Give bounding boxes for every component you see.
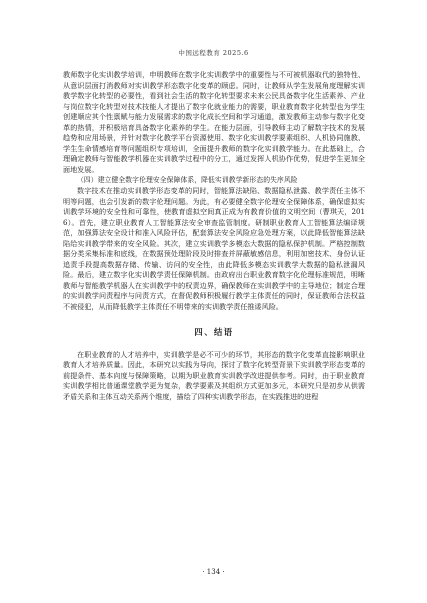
body-column	[63, 70, 365, 402]
running-header: 中国远程教育 2025.6	[178, 49, 249, 57]
subsection-heading-ethics: （四）建立健全数字伦理安全保障体系，降低实训教学新形态的失序风险	[77, 176, 298, 185]
section-title-conclusion: 四、结语	[194, 326, 234, 337]
paragraph-teacher-training: 教师数字化实训教学培训，申明教师在数字化实训教学中的重要性与不可被机器取代的独特性、从意识层面打消教师对实训教学形态数字化变革的顾虑。同时，让教师从学生发展角度理解实训教学数字化转型的必要性，看到社会生活的数字化转型要求未来公民具备数字化生活素养、产业与岗位数字化转型对技术技能人才提出了数字化就业能力的需要，职业教育数字化转型也为学生创建顺应其个性禀赋与能力发展需求的数字化成长空间和学习通道，激发教师主动参与数字化变革的热情，并积极培育具备数字化素养的学生。在能力层面，引导教师主动了解数字技术的发展趋势和应用场景，并针对数字化教学平台资源使用、数字化实训教学要素组织、人机协同施教、学生生命情感培育等问题组织专项培训，全面提升教师的数字化实训教学能力。在此基础上，合理确定教师与智能教学机器在实训教学过程中的分工，通过发挥人机协作优势，促进学生更加全面地发展。	[63, 70, 365, 174]
paragraph-conclusion: 在职业教育的人才培养中，实训教学是必不可少的环节，其形态的数字化变革直接影响职业教育人才培养质量。因此，本研究以实践为导向，探讨了数字化转型背景下实训教学形态变革的前提条件、基本向度与保障策略，以期为职业教育实训教学改进提供参考。同时，由于职业教育实训教学相比普通课堂教学更为复杂，教学要素及其组织方式更加多元，本研究只是初步从供需矛盾关系和主体互动关系两个维度，描绘了四种实训教学形态，在实践推进的进程	[63, 349, 365, 401]
paragraph-ethics-safeguards: 数字技术在推动实训教学形态变革的同时，智能算法缺陷、数据隐私泄露、教学责任主体不明等问题，也会引发新的数字伦理问题。为此，有必要健全数字伦理安全保障体系，确保虚拟实训教学环境的安全性和可靠性，使教育虚拟空间真正成为有教育价值的文明空间（曹琪天，2016）。首先，建立职业教育人工智能算法安全审查监管制度。研制职业教育人工智能算法编译规范，加强算法安全设计和准入风险评估，配套算法安全风险应急处理方案，以此降低智能算法缺陷给实训教学带来的安全风险。其次，建立实训教学多模态大数据的隐私保护机制。严格控制数据分类采集标准和底线，在数据预处理阶段及时排查并屏蔽敏感信息，利用加密技术、身份认证追责手段提高数据存储、传输、访问的安全性，由此降低多模态实训教学大数据的隐私泄漏风险。最后，建立数字化实训教学责任保障机制。由政府出台职业教育数字化伦理标准规范，明晰教师与智能教学机器人在实训教学中的权责边界，确保教师在实训教学中的主导地位；制定合理的实训教学问责程序与问责方式，在督促教师积极履行教学主体责任的同时，保证教师合法权益不被侵犯，从而降低教学主体责任不明带来的实训教学责任推诿风险。	[63, 186, 365, 312]
page-number: · 134 ·	[202, 568, 225, 576]
